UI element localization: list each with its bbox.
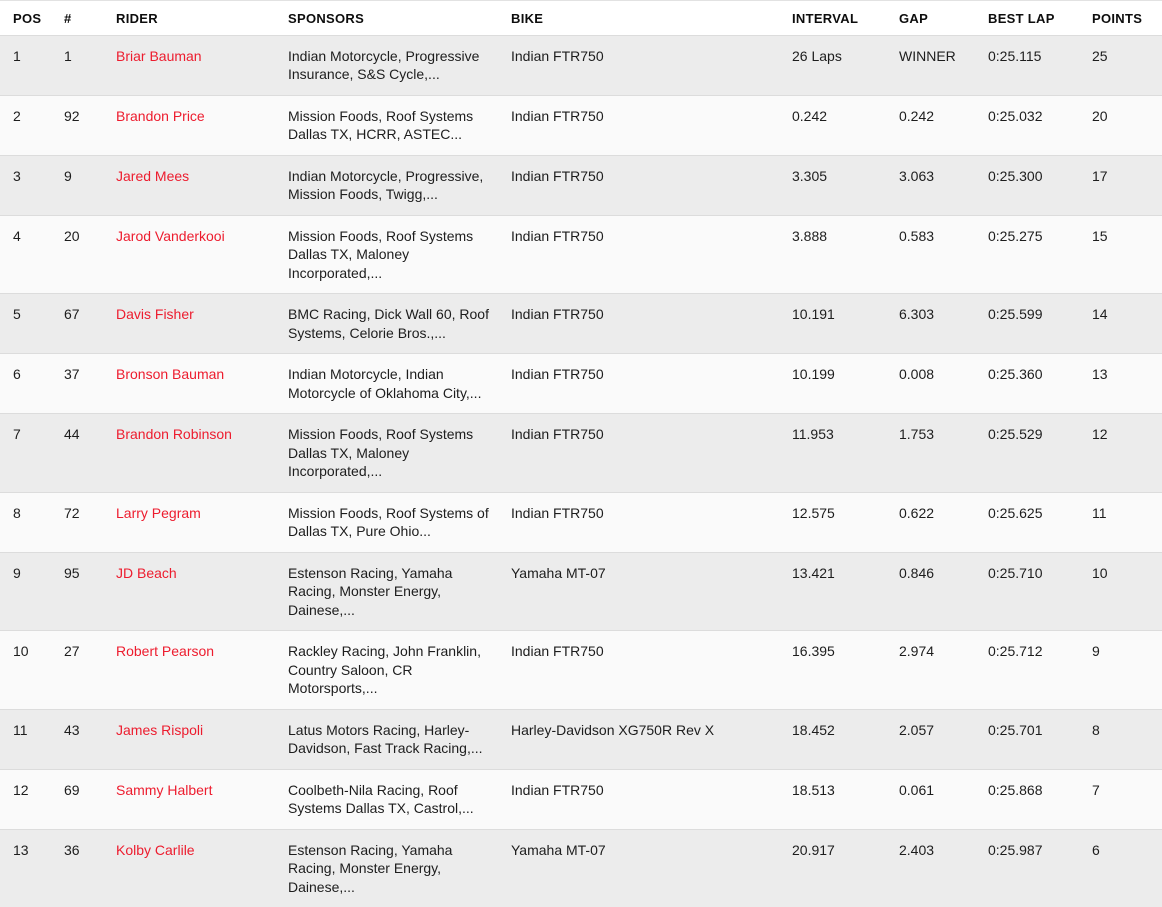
- rider-cell: [116, 829, 288, 907]
- points-cell: 11: [1092, 504, 1107, 521]
- sponsors-cell: Mission Foods, Roof Systems Dallas TX, HCRR, ASTEC...: [288, 107, 474, 142]
- interval-cell: 10.199: [792, 366, 835, 382]
- rider-name-link[interactable]: Jared Mees: [116, 167, 190, 184]
- best-lap-cell: 0:25.360: [988, 366, 1043, 382]
- column-header-gap: GAP: [899, 1, 988, 35]
- rider-name-link[interactable]: JD Beach: [116, 564, 177, 581]
- rider-name-link[interactable]: Kolby Carlile: [116, 841, 195, 858]
- rider-name-link[interactable]: Davis Fisher: [116, 306, 194, 322]
- points-cell: 20: [1092, 107, 1108, 124]
- bike-cell: Indian FTR750: [511, 366, 604, 382]
- interval-cell: 11.953: [792, 426, 834, 442]
- position-cell: 9: [13, 564, 21, 581]
- rider-cell: [116, 492, 288, 552]
- column-header-bike: BIKE: [511, 1, 792, 35]
- points-cell: 25: [1092, 47, 1108, 64]
- gap-cell: 0.583: [899, 227, 935, 244]
- gap-cell: WINNER: [899, 47, 956, 64]
- table-row: [0, 414, 1162, 493]
- sponsors-cell: Mission Foods, Roof Systems Dallas TX, Maloney Incorporated,...: [288, 227, 474, 281]
- rider-name-link[interactable]: Brandon Price: [116, 107, 205, 124]
- gap-cell: 2.403: [899, 841, 935, 858]
- position-cell: 2: [13, 107, 21, 124]
- table-row: [0, 155, 1162, 215]
- interval-cell: 26 Laps: [792, 47, 842, 64]
- table-row: [0, 294, 1162, 354]
- position-cell: 1: [13, 47, 21, 64]
- bike-cell: Yamaha MT-07: [511, 841, 606, 858]
- rider-number-cell: 1: [64, 47, 72, 64]
- table-row: [0, 552, 1162, 631]
- best-lap-cell: 0:25.115: [988, 47, 1042, 64]
- sponsors-cell: Estenson Racing, Yamaha Racing, Monster Energy, Dainese,...: [288, 564, 453, 618]
- bike-cell: Indian FTR750: [511, 426, 604, 442]
- interval-cell: 20.917: [792, 841, 835, 858]
- rider-cell: [116, 769, 288, 829]
- race-results-table: [0, 1, 1162, 907]
- best-lap-cell: 0:25.987: [988, 841, 1043, 858]
- position-cell: 12: [13, 781, 29, 798]
- best-lap-cell: 0:25.710: [988, 564, 1043, 581]
- rider-number-cell: 67: [64, 306, 80, 322]
- column-header-rider: RIDER: [116, 1, 288, 35]
- rider-cell: [116, 354, 288, 414]
- sponsors-cell: Indian Motorcycle, Indian Motorcycle of Oklahoma City,...: [288, 366, 482, 401]
- position-cell: 8: [13, 504, 21, 521]
- interval-cell: 12.575: [792, 504, 835, 521]
- position-cell: 13: [13, 841, 29, 858]
- rider-cell: [116, 95, 288, 155]
- position-cell: 10: [13, 643, 29, 659]
- column-header-interval: INTERVAL: [792, 1, 899, 35]
- sponsors-cell: Rackley Racing, John Franklin, Country Saloon, CR Motorsports,...: [288, 643, 481, 696]
- rider-cell: [116, 155, 288, 215]
- best-lap-cell: 0:25.529: [988, 426, 1043, 442]
- sponsors-cell: Mission Foods, Roof Systems of Dallas TX, Pure Ohio...: [288, 504, 489, 539]
- results-body: [0, 35, 1162, 907]
- bike-cell: Indian FTR750: [511, 47, 604, 64]
- points-cell: 10: [1092, 564, 1108, 581]
- rider-number-cell: 95: [64, 564, 80, 581]
- table-row: [0, 354, 1162, 414]
- points-cell: 7: [1092, 781, 1100, 798]
- bike-cell: Harley-Davidson XG750R Rev X: [511, 721, 715, 738]
- bike-cell: Indian FTR750: [511, 107, 604, 124]
- bike-cell: Indian FTR750: [511, 306, 604, 322]
- points-cell: 13: [1092, 366, 1108, 382]
- position-cell: 3: [13, 167, 21, 184]
- table-row: [0, 35, 1162, 95]
- table-row: [0, 95, 1162, 155]
- rider-cell: [116, 709, 288, 769]
- best-lap-cell: 0:25.300: [988, 167, 1043, 184]
- interval-cell: 3.305: [792, 167, 828, 184]
- table-row: [0, 829, 1162, 907]
- rider-cell: [116, 294, 288, 354]
- interval-cell: 13.421: [792, 564, 835, 581]
- rider-name-link[interactable]: Robert Pearson: [116, 643, 215, 659]
- points-cell: 14: [1092, 306, 1108, 322]
- rider-cell: [116, 35, 288, 95]
- interval-cell: 16.395: [792, 643, 835, 659]
- best-lap-cell: 0:25.032: [988, 107, 1043, 124]
- rider-name-link[interactable]: James Rispoli: [116, 721, 204, 738]
- gap-cell: 3.063: [899, 167, 935, 184]
- column-header-best_lap: BEST LAP: [988, 1, 1092, 35]
- rider-name-link[interactable]: Jarod Vanderkooi: [116, 227, 225, 244]
- rider-name-link[interactable]: Bronson Bauman: [116, 366, 225, 382]
- position-cell: 7: [13, 426, 21, 442]
- rider-cell: [116, 215, 288, 294]
- column-header-sponsors: SPONSORS: [288, 1, 511, 35]
- gap-cell: 0.061: [899, 781, 935, 798]
- points-cell: 17: [1092, 167, 1108, 184]
- table-row: [0, 631, 1162, 710]
- best-lap-cell: 0:25.701: [988, 721, 1043, 738]
- rider-number-cell: 92: [64, 107, 80, 124]
- rider-cell: [116, 414, 288, 493]
- points-cell: 12: [1092, 426, 1108, 442]
- gap-cell: 2.057: [899, 721, 935, 738]
- gap-cell: 1.753: [899, 426, 935, 442]
- header-row: [0, 1, 1162, 35]
- interval-cell: 3.888: [792, 227, 828, 244]
- rider-name-link[interactable]: Brandon Robinson: [116, 426, 232, 442]
- gap-cell: 2.974: [899, 643, 935, 659]
- table-row: [0, 492, 1162, 552]
- best-lap-cell: 0:25.712: [988, 643, 1043, 659]
- interval-cell: 0.242: [792, 107, 828, 124]
- gap-cell: 0.008: [899, 366, 935, 382]
- interval-cell: 18.452: [792, 721, 835, 738]
- rider-number-cell: 9: [64, 167, 72, 184]
- sponsors-cell: Mission Foods, Roof Systems Dallas TX, Maloney Incorporated,...: [288, 426, 474, 479]
- position-cell: 6: [13, 366, 21, 382]
- best-lap-cell: 0:25.868: [988, 781, 1043, 798]
- bike-cell: Indian FTR750: [511, 504, 604, 521]
- points-cell: 8: [1092, 721, 1100, 738]
- gap-cell: 0.846: [899, 564, 935, 581]
- rider-cell: [116, 552, 288, 631]
- rider-name-link[interactable]: Larry Pegram: [116, 504, 201, 521]
- rider-number-cell: 72: [64, 504, 80, 521]
- points-cell: 6: [1092, 841, 1100, 858]
- best-lap-cell: 0:25.625: [988, 504, 1043, 521]
- sponsors-cell: Indian Motorcycle, Progressive Insurance, S&S Cycle,...: [288, 47, 480, 82]
- gap-cell: 0.242: [899, 107, 935, 124]
- rider-number-cell: 37: [64, 366, 80, 382]
- interval-cell: 10.191: [792, 306, 835, 322]
- table-row: [0, 769, 1162, 829]
- table-row: [0, 215, 1162, 294]
- bike-cell: Indian FTR750: [511, 643, 604, 659]
- gap-cell: 0.622: [899, 504, 935, 521]
- table-row: [0, 709, 1162, 769]
- position-cell: 11: [13, 721, 28, 738]
- sponsors-cell: Coolbeth-Nila Racing, Roof Systems Dallas TX, Castrol,...: [288, 781, 474, 816]
- bike-cell: Indian FTR750: [511, 167, 604, 184]
- interval-cell: 18.513: [792, 781, 835, 798]
- points-cell: 15: [1092, 227, 1108, 244]
- bike-cell: Indian FTR750: [511, 781, 604, 798]
- best-lap-cell: 0:25.599: [988, 306, 1043, 322]
- position-cell: 5: [13, 306, 21, 322]
- rider-number-cell: 27: [64, 643, 80, 659]
- rider-number-cell: 44: [64, 426, 80, 442]
- points-cell: 9: [1092, 643, 1100, 659]
- rider-number-cell: 20: [64, 227, 80, 244]
- sponsors-cell: Latus Motors Racing, Harley-Davidson, Fast Track Racing,...: [288, 721, 483, 756]
- rider-cell: [116, 631, 288, 710]
- position-cell: 4: [13, 227, 21, 244]
- rider-number-cell: 69: [64, 781, 80, 798]
- rider-name-link[interactable]: Briar Bauman: [116, 47, 202, 64]
- column-header-points: POINTS: [1092, 1, 1162, 35]
- rider-number-cell: 43: [64, 721, 80, 738]
- column-header-pos: POS: [0, 1, 64, 35]
- gap-cell: 6.303: [899, 306, 935, 322]
- sponsors-cell: BMC Racing, Dick Wall 60, Roof Systems, Celorie Bros.,...: [288, 306, 489, 341]
- rider-number-cell: 36: [64, 841, 80, 858]
- rider-name-link[interactable]: Sammy Halbert: [116, 781, 213, 798]
- sponsors-cell: Estenson Racing, Yamaha Racing, Monster Energy, Dainese,...: [288, 841, 453, 895]
- column-header-num: #: [64, 1, 116, 35]
- bike-cell: Yamaha MT-07: [511, 564, 606, 581]
- sponsors-cell: Indian Motorcycle, Progressive, Mission Foods, Twigg,...: [288, 167, 484, 202]
- best-lap-cell: 0:25.275: [988, 227, 1043, 244]
- bike-cell: Indian FTR750: [511, 227, 604, 244]
